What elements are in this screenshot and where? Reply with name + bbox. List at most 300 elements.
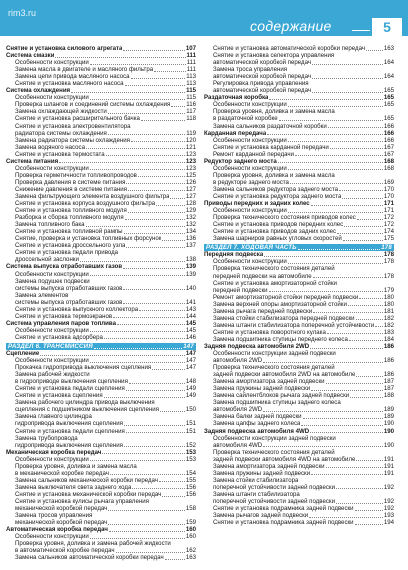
- toc-dot-leader: [326, 383, 383, 384]
- toc-entry[interactable]: [204, 399, 394, 406]
- toc-entry-title: Замена балки задней подвески: [213, 413, 302, 421]
- toc-dot-leader: [86, 226, 185, 227]
- toc-dot-leader: [263, 362, 383, 363]
- toc-entry-title: Замена сайлентблоков рычага задней подвески: [213, 392, 350, 400]
- toc-entry-title: Проверка технического состояния деталей: [213, 265, 335, 273]
- toc-entry[interactable]: [6, 491, 196, 498]
- toc-dot-leader: [125, 85, 186, 86]
- toc-entry[interactable]: [204, 449, 394, 456]
- toc-entry[interactable]: [6, 221, 196, 228]
- toc-entry-continuation[interactable]: [204, 357, 394, 364]
- toc-entry-continuation[interactable]: [6, 519, 196, 526]
- toc-entry[interactable]: [204, 214, 394, 221]
- toc-entry[interactable]: [204, 151, 394, 158]
- toc-entry[interactable]: [6, 73, 196, 80]
- toc-entry[interactable]: [204, 186, 394, 193]
- toc-entry[interactable]: [204, 463, 394, 470]
- toc-entry[interactable]: [6, 80, 196, 87]
- toc-entry[interactable]: [6, 137, 196, 144]
- toc-chapter-entry[interactable]: [6, 263, 196, 270]
- toc-entry-title: в раздаточной коробке: [213, 115, 278, 123]
- toc-page-number: 165: [383, 101, 394, 109]
- toc-dot-leader: [348, 305, 383, 306]
- toc-dot-leader: [141, 120, 185, 121]
- toc-entry-continuation[interactable]: [204, 442, 394, 449]
- toc-entry[interactable]: [204, 207, 394, 214]
- toc-entry-title: Проверка технического состояния приводов колес: [213, 214, 356, 222]
- toc-entry[interactable]: [204, 420, 394, 427]
- toc-chapter-entry[interactable]: [204, 158, 394, 165]
- toc-entry-title: Проверка герметичности топливопроводов: [15, 171, 137, 179]
- toc-entry-title: Ремонт карданной передачи: [213, 150, 294, 158]
- toc-dot-leader: [90, 99, 186, 100]
- toc-entry[interactable]: [6, 435, 196, 442]
- toc-entry-continuation[interactable]: [204, 456, 394, 463]
- toc-entry[interactable]: [6, 428, 196, 435]
- toc-entry[interactable]: [204, 108, 394, 115]
- toc-entry[interactable]: [6, 249, 196, 256]
- toc-page-number: 147: [185, 350, 196, 358]
- toc-dot-leader: [162, 496, 184, 497]
- toc-page-number: 160: [185, 533, 196, 541]
- toc-entry-title: гидропривода выключения сцепления: [15, 441, 123, 449]
- toc-entry[interactable]: [6, 59, 196, 66]
- toc-entry[interactable]: [204, 322, 394, 329]
- toc-page-number: 194: [383, 519, 394, 527]
- toc-dot-leader: [298, 249, 381, 250]
- toc-page-number: 120: [185, 136, 196, 144]
- toc-entry[interactable]: [6, 200, 196, 207]
- toc-page-number: 156: [185, 490, 196, 498]
- toc-page-number: 117: [186, 108, 196, 116]
- toc-entry-title: Замена цепи привода масляного насоса: [15, 73, 130, 81]
- toc-dot-leader: [267, 134, 383, 135]
- toc-entry[interactable]: [6, 392, 196, 399]
- toc-entry-title: Снятие и установка электровентилятора: [15, 122, 131, 130]
- toc-entry[interactable]: [204, 477, 394, 484]
- toc-entry[interactable]: [204, 329, 394, 336]
- toc-dot-leader: [123, 303, 184, 304]
- toc-entry[interactable]: [204, 315, 394, 322]
- toc-entry-continuation[interactable]: [6, 256, 196, 263]
- toc-left-column: [6, 45, 196, 561]
- toc-dot-leader: [109, 531, 185, 532]
- toc-dot-leader: [349, 340, 383, 341]
- toc-dot-leader: [90, 64, 186, 65]
- toc-entry-continuation[interactable]: [204, 87, 394, 94]
- toc-entry[interactable]: [6, 228, 196, 235]
- toc-entry[interactable]: [6, 165, 196, 172]
- toc-entry-title: сцепления с подшипником выключения сцепления: [15, 406, 159, 414]
- toc-dot-leader: [108, 113, 185, 114]
- toc-chapter-entry[interactable]: [204, 343, 394, 350]
- toc-dot-leader: [342, 198, 382, 199]
- toc-entry[interactable]: [6, 123, 196, 130]
- toc-entry-title: Проверка технического состояния деталей: [213, 364, 335, 372]
- toc-entry-title: Особенности конструкции: [213, 258, 287, 266]
- toc-page-number: 155: [185, 476, 196, 484]
- toc-entry-title: Замена амортизатора задней подвески: [213, 378, 325, 386]
- toc-entry-title: Замена подушек подвески: [15, 277, 90, 285]
- toc-entry[interactable]: [204, 413, 394, 420]
- toc-entry[interactable]: [6, 151, 196, 158]
- toc-page-number: 132: [185, 221, 196, 229]
- toc-entry-title: Снятие и установка редуктора заднего моста: [213, 192, 342, 200]
- toc-entry-title: Замена радиатора системы охлаждения: [15, 136, 130, 144]
- toc-entry-continuation[interactable]: [204, 498, 394, 505]
- toc-page-number: 123: [185, 157, 196, 165]
- toc-entry[interactable]: [204, 193, 394, 200]
- toc-entry-title: механической коробкой передач: [15, 505, 108, 513]
- toc-entry-title: Замена амортизатора задней подвески: [213, 462, 325, 470]
- toc-entry-continuation[interactable]: [204, 115, 394, 122]
- toc-entry[interactable]: [6, 484, 196, 491]
- toc-dot-leader: [355, 524, 383, 525]
- toc-page-number: 186: [383, 342, 394, 350]
- toc-page-number: 189: [383, 413, 394, 421]
- toc-entry[interactable]: [6, 512, 196, 519]
- toc-entry[interactable]: [204, 378, 394, 385]
- toc-chapter-entry[interactable]: [204, 251, 394, 258]
- toc-dot-leader: [138, 176, 185, 177]
- toc-entry-title: Проверка шлангов и соединений системы охлаждения: [15, 101, 171, 109]
- toc-entry[interactable]: [6, 477, 196, 484]
- toc-dot-leader: [264, 256, 383, 257]
- toc-dot-leader: [288, 141, 383, 142]
- toc-page-number: 178: [381, 244, 392, 252]
- toc-page-number: 190: [383, 427, 394, 435]
- toc-entry-title: Сцепление: [6, 350, 40, 358]
- toc-entry-continuation[interactable]: [204, 371, 394, 378]
- toc-entry[interactable]: [6, 271, 196, 278]
- toc-entry-title: Замена пружины задней подвески: [213, 469, 311, 477]
- toc-entry-title: Замена фильтрующего элемента воздушного фильтра: [15, 192, 170, 200]
- toc-page-number: 166: [383, 122, 394, 130]
- toc-entry[interactable]: [6, 101, 196, 108]
- toc-dot-leader: [128, 212, 185, 213]
- toc-entry[interactable]: [204, 144, 394, 151]
- toc-dot-leader: [108, 524, 184, 525]
- toc-entry-title: Замена охлаждающей жидкости: [15, 108, 107, 116]
- toc-entry[interactable]: [204, 45, 394, 52]
- toc-page-number: 170: [383, 185, 394, 193]
- toc-entry[interactable]: [204, 165, 394, 172]
- toc-page-number: 160: [185, 526, 196, 534]
- toc-entry[interactable]: [6, 179, 196, 186]
- toc-dot-leader: [288, 169, 383, 170]
- toc-page-number: 113: [186, 73, 196, 81]
- toc-page-number: 179: [383, 286, 394, 294]
- toc-entry-title: автомобиля 2WD: [213, 357, 263, 365]
- toc-entry[interactable]: [6, 327, 196, 334]
- toc-entry-continuation[interactable]: [6, 442, 196, 449]
- toc-entry-title: Снятие и установка приводов задних колес: [213, 228, 337, 236]
- toc-dot-leader: [288, 212, 383, 213]
- toc-chapter-entry[interactable]: [6, 449, 196, 456]
- toc-page-number: 174: [383, 228, 394, 236]
- toc-entry[interactable]: [6, 399, 196, 406]
- toc-entry-title: автомобиля 4WD: [213, 441, 263, 449]
- toc-page-number: 175: [383, 235, 394, 243]
- toc-entry[interactable]: [204, 350, 394, 357]
- toc-entry-title: Передняя подвеска: [204, 251, 264, 259]
- toc-page-number: 163: [185, 554, 196, 562]
- toc-dot-leader: [90, 169, 185, 170]
- toc-entry-title: Снятие и установка адсорбера: [15, 333, 103, 341]
- toc-entry-title: Замена тросов управления: [15, 512, 93, 520]
- toc-entry[interactable]: [204, 221, 394, 228]
- toc-page-number: 165: [383, 94, 394, 102]
- toc-entry[interactable]: [6, 498, 196, 505]
- toc-entry-title: Карданная передача: [204, 129, 267, 137]
- toc-dot-leader: [165, 559, 185, 560]
- toc-entry-continuation[interactable]: [204, 273, 394, 280]
- toc-entry[interactable]: [204, 101, 394, 108]
- toc-dot-leader: [339, 190, 383, 191]
- toc-dot-leader: [356, 319, 383, 320]
- toc-page-number: 113: [186, 80, 196, 88]
- toc-page-number: 172: [383, 221, 394, 229]
- toc-chapter-entry[interactable]: [6, 526, 196, 533]
- toc-entry-title: Замена троса управления: [213, 66, 288, 74]
- toc-entry[interactable]: [6, 554, 196, 561]
- toc-dot-leader: [375, 326, 383, 327]
- toc-entry-title: Особенности конструкции: [15, 59, 89, 67]
- title-underline: [352, 30, 370, 31]
- toc-chapter-entry[interactable]: [204, 130, 394, 137]
- toc-entry[interactable]: [204, 470, 394, 477]
- toc-entry-title: Снятие и установка масляного насоса: [15, 80, 124, 88]
- toc-entry-title: Замена водяного насоса: [15, 143, 85, 151]
- toc-entry-continuation[interactable]: [6, 547, 196, 554]
- toc-entry[interactable]: [204, 258, 394, 265]
- toc-entry[interactable]: [6, 533, 196, 540]
- toc-entry-title: Замена подшипника ступицы заднего колеса: [213, 399, 341, 407]
- toc-entry-title: Снятие и установка приводов передних колес: [213, 221, 344, 229]
- toc-entry[interactable]: [6, 172, 196, 179]
- toc-dot-leader: [125, 219, 185, 220]
- toc-entry-title: Особенности конструкции: [15, 270, 89, 278]
- toc-entry-title: Прокачка гидропривода выключения сцепления: [15, 364, 152, 372]
- toc-entry-title: Замена рабочей жидкости: [15, 371, 90, 379]
- toc-entry-title: Ремонт амортизаторной стойки передней подвески: [213, 293, 359, 301]
- toc-entry[interactable]: [204, 301, 394, 308]
- toc-entry-continuation[interactable]: [204, 59, 394, 66]
- toc-entry[interactable]: [204, 52, 394, 59]
- toc-entry[interactable]: [6, 66, 196, 73]
- toc-dot-leader: [344, 226, 383, 227]
- toc-page-number: 180: [383, 300, 394, 308]
- toc-entry-continuation[interactable]: [204, 484, 394, 491]
- toc-entry[interactable]: [204, 294, 394, 301]
- toc-entry[interactable]: [6, 371, 196, 378]
- toc-chapter-entry[interactable]: [204, 428, 394, 435]
- toc-entry-title: Особенности конструкции: [213, 164, 287, 172]
- toc-entry[interactable]: [6, 334, 196, 341]
- toc-entry-title: Снятие и установка амортизаторной стойки: [213, 279, 337, 287]
- toc-dot-leader: [312, 64, 383, 65]
- toc-entry-continuation[interactable]: [6, 285, 196, 292]
- toc-entry-title: Замена цапфы заднего колеса: [213, 420, 301, 428]
- toc-entry[interactable]: [6, 364, 196, 371]
- toc-page-number: 153: [185, 455, 196, 463]
- toc-dot-leader: [269, 291, 383, 292]
- toc-entry-title: Замена пружины задней подвески: [213, 385, 311, 393]
- toc-entry-title: Система управления паров топлива: [6, 319, 116, 327]
- toc-chapter-entry[interactable]: [6, 158, 196, 165]
- toc-entry[interactable]: [6, 94, 196, 101]
- toc-entry[interactable]: [6, 235, 196, 242]
- toc-dot-leader: [104, 338, 185, 339]
- toc-entry-title: Замена рабочего цилиндра привода выключения: [15, 399, 155, 407]
- toc-dot-leader: [90, 460, 185, 461]
- toc-entry[interactable]: [204, 280, 394, 287]
- toc-dot-leader: [279, 120, 383, 121]
- toc-entry[interactable]: [6, 207, 196, 214]
- toc-entry-continuation[interactable]: [6, 299, 196, 306]
- toc-entry-title: Снятие и установка селектора управления: [213, 52, 335, 60]
- toc-dot-leader: [113, 317, 185, 318]
- toc-entry[interactable]: [204, 66, 394, 73]
- toc-page-number: 162: [185, 547, 196, 555]
- toc-page-number: 164: [383, 59, 394, 67]
- toc-page-number: 123: [185, 150, 196, 158]
- toc-dot-leader: [357, 219, 383, 220]
- toc-entry-title: Система выпуска отработавших газов: [6, 263, 123, 271]
- toc-entry-continuation[interactable]: [6, 130, 196, 137]
- toc-dot-leader: [126, 390, 185, 391]
- toc-entry[interactable]: [6, 193, 196, 200]
- toc-page-number: 164: [383, 73, 394, 81]
- toc-entry-title: поперечной устойчивости задней подвески: [213, 498, 335, 505]
- toc-section-banner[interactable]: [204, 244, 394, 251]
- toc-entry[interactable]: [6, 413, 196, 420]
- toc-dot-leader: [311, 390, 383, 391]
- toc-entry[interactable]: [204, 392, 394, 399]
- toc-entry[interactable]: [204, 491, 394, 498]
- toc-page-number: 187: [383, 378, 394, 386]
- toc-entry[interactable]: [6, 242, 196, 249]
- toc-dot-leader: [303, 418, 383, 419]
- toc-entry-continuation[interactable]: [204, 73, 394, 80]
- toc-entry[interactable]: [204, 235, 394, 242]
- toc-entry-continuation[interactable]: [6, 406, 196, 413]
- toc-dot-leader: [159, 481, 185, 482]
- toc-entry-continuation[interactable]: [6, 378, 196, 385]
- toc-entry[interactable]: [6, 292, 196, 299]
- toc-entry[interactable]: [204, 137, 394, 144]
- toc-entry-title: Разборка и сборка топливного модуля: [15, 214, 124, 222]
- toc-dot-leader: [123, 50, 184, 51]
- toc-chapter-entry[interactable]: [6, 45, 196, 52]
- toc-entry[interactable]: [6, 186, 196, 193]
- toc-entry[interactable]: [6, 278, 196, 285]
- toc-entry[interactable]: [6, 463, 196, 470]
- toc-dot-leader: [355, 510, 383, 511]
- toc-chapter-entry[interactable]: [6, 320, 196, 327]
- toc-page-number: 137: [185, 242, 196, 250]
- toc-entry[interactable]: [6, 115, 196, 122]
- toc-page-number: 126: [185, 178, 196, 186]
- toc-entry[interactable]: [6, 108, 196, 115]
- toc-dot-leader: [326, 467, 383, 468]
- toc-entry[interactable]: [6, 313, 196, 320]
- toc-entry-title: Система питания: [6, 157, 59, 165]
- toc-entry[interactable]: [204, 385, 394, 392]
- toc-chapter-entry[interactable]: [204, 200, 394, 207]
- toc-page-number: 151: [185, 420, 196, 428]
- toc-page-number: 127: [185, 185, 196, 193]
- toc-dot-leader: [263, 446, 383, 447]
- toc-entry-title: Особенности конструкции задней подвески: [213, 350, 336, 358]
- toc-entry-title: Регулировка привода управления: [213, 80, 309, 88]
- toc-page-number: 191: [383, 469, 394, 477]
- toc-entry-continuation[interactable]: [204, 179, 394, 186]
- toc-entry[interactable]: [204, 435, 394, 442]
- toc-entry-title: Снятие и установка механической коробки передач: [15, 490, 162, 498]
- toc-entry-continuation[interactable]: [6, 420, 196, 427]
- toc-page-number: 134: [185, 228, 196, 236]
- toc-page-number: 143: [185, 305, 196, 313]
- toc-entry-title: Снятие и установка педали привода: [15, 249, 119, 257]
- toc-entry[interactable]: [204, 336, 394, 343]
- toc-entry[interactable]: [204, 505, 394, 512]
- toc-entry[interactable]: [204, 364, 394, 371]
- toc-entry[interactable]: [204, 228, 394, 235]
- toc-page-number: 166: [383, 129, 394, 137]
- toc-dot-leader: [152, 369, 185, 370]
- toc-entry-title: автоматической коробкой передач: [213, 87, 312, 95]
- toc-chapter-entry[interactable]: [6, 87, 196, 94]
- toc-entry[interactable]: [204, 519, 394, 526]
- toc-entry-title: Снятие и установка педали сцепления: [15, 427, 125, 435]
- toc-page-number: 159: [185, 519, 196, 527]
- toc-entry-title: дроссельной заслонки: [15, 256, 79, 264]
- toc-entry-title: Замена шарниров равных угловых скоростей: [213, 235, 342, 243]
- toc-entry-continuation[interactable]: [204, 406, 394, 413]
- toc-page-number: 186: [383, 357, 394, 365]
- toc-entry[interactable]: [204, 80, 394, 87]
- toc-entry[interactable]: [6, 144, 196, 151]
- toc-entry-title: Замена стойки стабилизатора передней подвески: [213, 314, 355, 322]
- toc-entry[interactable]: [6, 306, 196, 313]
- toc-entry[interactable]: [6, 385, 196, 392]
- toc-page-number: 183: [383, 328, 394, 336]
- toc-entry[interactable]: [204, 172, 394, 179]
- toc-chapter-entry[interactable]: [6, 350, 196, 357]
- toc-entry[interactable]: [204, 265, 394, 272]
- toc-entry[interactable]: [6, 357, 196, 364]
- toc-dot-leader: [288, 263, 383, 264]
- toc-section-banner[interactable]: [6, 343, 196, 350]
- toc-entry[interactable]: [204, 123, 394, 130]
- toc-entry-continuation[interactable]: [6, 505, 196, 512]
- toc-chapter-entry[interactable]: [204, 94, 394, 101]
- toc-entry-continuation[interactable]: [204, 287, 394, 294]
- toc-page-number: 188: [383, 392, 394, 400]
- toc-entry-continuation[interactable]: [6, 470, 196, 477]
- toc-entry[interactable]: [6, 540, 196, 547]
- toc-entry[interactable]: [204, 308, 394, 315]
- toc-entry-title: задней подвески автомобиля 2WD на автомобиле: [213, 371, 356, 379]
- toc-dot-leader: [311, 205, 383, 206]
- toc-entry[interactable]: [6, 214, 196, 221]
- toc-entry-title: Особенности конструкции: [15, 94, 89, 102]
- toc-entry[interactable]: [204, 512, 394, 519]
- toc-entry[interactable]: [6, 456, 196, 463]
- toc-page-number: 193: [383, 512, 394, 520]
- toc-chapter-entry[interactable]: [6, 52, 196, 59]
